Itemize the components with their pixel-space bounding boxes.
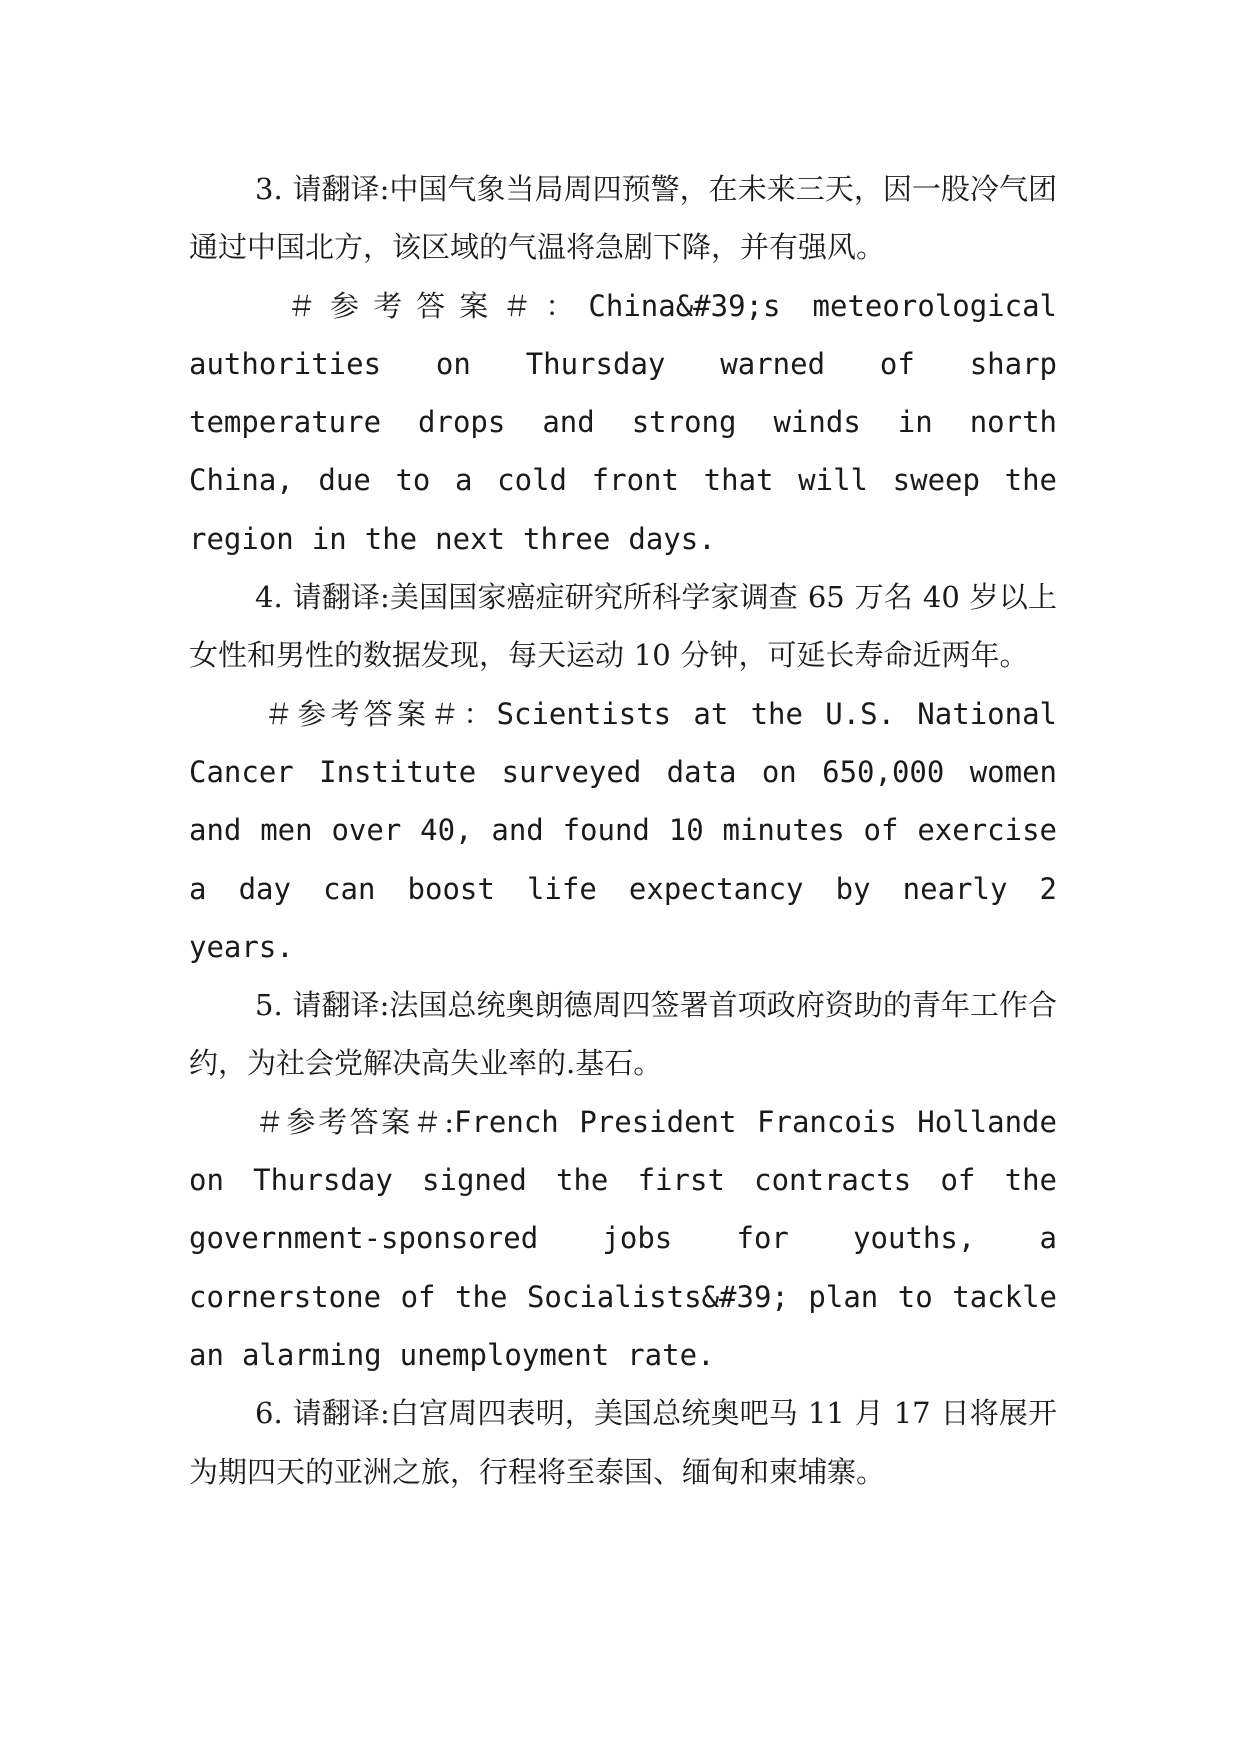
answer-label: ＃参考答案＃： <box>264 696 497 731</box>
answer-5 <box>189 1093 1057 1384</box>
answer-label: ＃参考答案＃: <box>255 1104 454 1139</box>
answer-label: ＃参考答案＃： <box>287 288 589 323</box>
question-6: 6. 请翻译:白宫周四表明，美国总统奥吧马 11 月 17 日将展开为期四天的亚洲之旅，行程将至泰国、缅甸和柬埔寨。 <box>189 1396 1057 1489</box>
answer-text: Scientists at the U.S. National Cancer Institute surveyed data on 650,000 women and men over 40, and found 10 minutes of exercise a day can boost life expectancy by nearly 2 years. <box>189 696 1057 964</box>
answer-3 <box>189 277 1057 568</box>
answer-text: French President Francois Hollande on Thursday signed the first contracts of the government-sponsored jobs for youths, a cornerstone of the Socialists&#39; plan to tackle an alarming unemployment rate. <box>189 1104 1057 1372</box>
document-page <box>189 160 1057 1501</box>
question-4: 4. 请翻译:美国国家癌症研究所科学家调查 65 万名 40 岁以上女性和男性的数据发现，每天运动 10 分钟，可延长寿命近两年。 <box>189 580 1057 673</box>
answer-text: China&#39;s meteorological authorities on Thursday warned of sharp temperature drops and strong winds in north China, due to a cold front that will sweep the region in the next three days. <box>189 288 1057 556</box>
question-3: 3. 请翻译:中国气象当局周四预警，在未来三天，因一股冷气团通过中国北方，该区域的气温将急剧下降，并有强风。 <box>189 172 1057 265</box>
question-5: 5. 请翻译:法国总统奥朗德周四签署首项政府资助的青年工作合约，为社会党解决高失业率的.基石。 <box>189 988 1057 1081</box>
answer-4 <box>189 685 1057 976</box>
